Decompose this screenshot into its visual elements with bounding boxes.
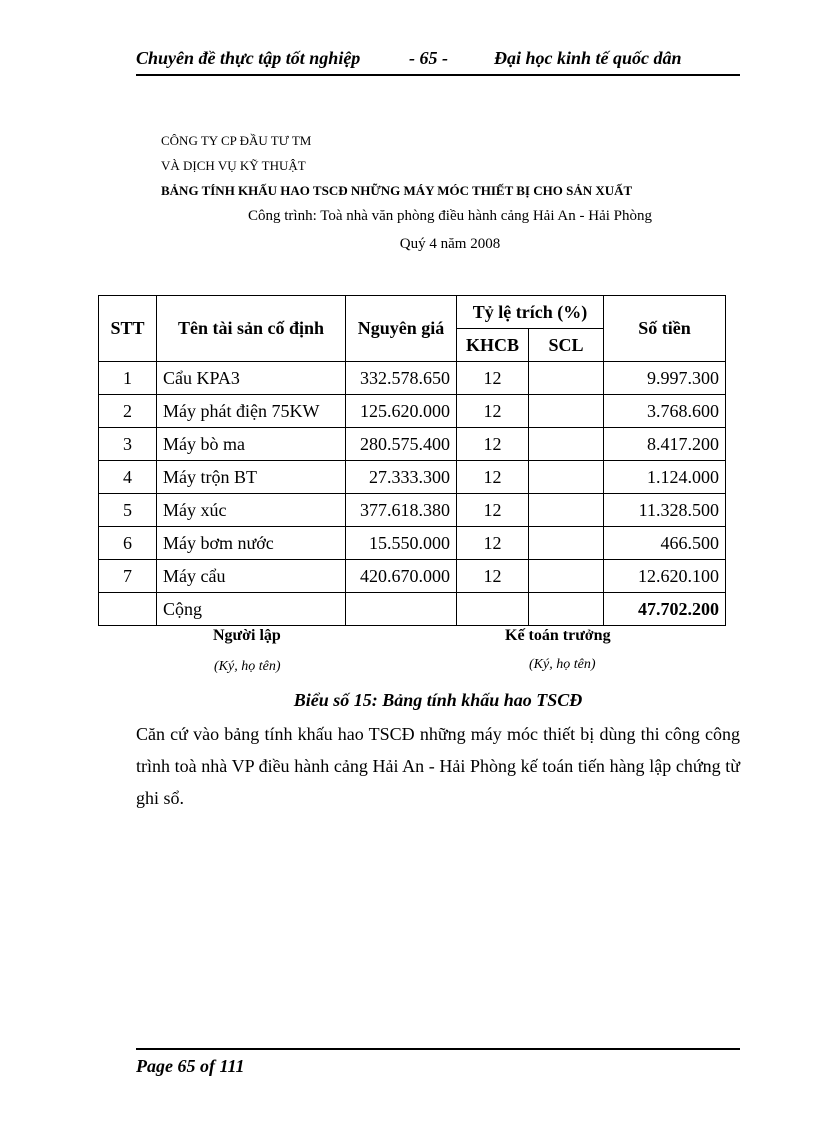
header-page-number: - 65 - — [409, 48, 448, 68]
document-title: BẢNG TÍNH KHẤU HAO TSCĐ NHỮNG MÁY MÓC THIẾT BỊ CHO SẢN XUẤT — [161, 183, 633, 198]
total-row — [99, 593, 726, 626]
cell-stt: 2 — [99, 395, 157, 428]
header-amount: Số tiền — [604, 296, 726, 362]
header-asset-name: Tên tài sản cố định — [157, 296, 346, 362]
cell-amount: 1.124.000 — [604, 461, 726, 494]
cell-stt: 4 — [99, 461, 157, 494]
cell-original-price: 332.578.650 — [346, 362, 457, 395]
page-header — [136, 44, 740, 76]
cell-amount: 8.417.200 — [604, 428, 726, 461]
cell-asset-name: Máy trộn BT — [157, 461, 346, 494]
table-caption: Biểu số 15: Bảng tính khấu hao TSCĐ — [293, 690, 583, 710]
cell-scl-empty — [529, 593, 604, 626]
cell-stt: 1 — [99, 362, 157, 395]
cell-price-empty — [346, 593, 457, 626]
cell-original-price: 27.333.300 — [346, 461, 457, 494]
cell-stt: 3 — [99, 428, 157, 461]
cell-scl — [529, 527, 604, 560]
cell-khcb: 12 — [457, 494, 529, 527]
chief-accountant-label: Kế toán trưởng — [505, 627, 611, 644]
cell-amount: 466.500 — [604, 527, 726, 560]
cell-scl — [529, 362, 604, 395]
cell-khcb: 12 — [457, 362, 529, 395]
header-scl: SCL — [529, 329, 604, 362]
total-label: Cộng — [157, 593, 346, 626]
cell-scl — [529, 428, 604, 461]
cell-stt: 6 — [99, 527, 157, 560]
cell-stt: 7 — [99, 560, 157, 593]
cell-original-price: 15.550.000 — [346, 527, 457, 560]
cell-khcb: 12 — [457, 527, 529, 560]
header-thesis-title: Chuyên đề thực tập tốt nghiệp — [136, 48, 361, 68]
cell-original-price: 280.575.400 — [346, 428, 457, 461]
footer-page-label: Page 65 of 111 — [136, 1056, 245, 1076]
table-row — [99, 494, 726, 527]
table-row — [99, 527, 726, 560]
table-row — [99, 461, 726, 494]
cell-asset-name: Máy phát điện 75KW — [157, 395, 346, 428]
cell-asset-name: Máy bò ma — [157, 428, 346, 461]
cell-stt-empty — [99, 593, 157, 626]
preparer-label: Người lập — [213, 627, 281, 644]
cell-scl — [529, 395, 604, 428]
cell-asset-name: Máy xúc — [157, 494, 346, 527]
body-paragraph: Căn cứ vào bảng tính khấu hao TSCĐ những máy móc thiết bị dùng thi công công trình toà nhà VP điều hành cảng Hải An - Hải Phòng kế toán tiến hàng lập chứng từ ghi sổ. — [136, 724, 740, 808]
cell-asset-name: Máy bơm nước — [157, 527, 346, 560]
cell-khcb-empty — [457, 593, 529, 626]
cell-scl — [529, 494, 604, 527]
header-rate: Tỷ lệ trích (%) — [457, 296, 604, 329]
cell-amount: 11.328.500 — [604, 494, 726, 527]
company-name-line1: CÔNG TY CP ĐẦU TƯ TM — [161, 133, 312, 148]
total-amount: 47.702.200 — [604, 593, 726, 626]
header-university: Đại học kinh tế quốc dân — [494, 48, 682, 68]
table-row — [99, 560, 726, 593]
chief-accountant-sign-note: (Ký, họ tên) — [529, 657, 596, 672]
depreciation-table — [98, 295, 726, 626]
cell-khcb: 12 — [457, 395, 529, 428]
table-row — [99, 362, 726, 395]
project-line: Công trình: Toà nhà văn phòng điều hành cảng Hải An - Hải Phòng — [247, 208, 653, 224]
cell-amount: 12.620.100 — [604, 560, 726, 593]
table-row — [99, 428, 726, 461]
company-name-line2: VÀ DỊCH VỤ KỸ THUẬT — [161, 158, 306, 173]
preparer-sign-note: (Ký, họ tên) — [214, 659, 281, 674]
cell-scl — [529, 560, 604, 593]
cell-khcb: 12 — [457, 560, 529, 593]
period-line: Quý 4 năm 2008 — [399, 236, 501, 252]
table-row — [99, 395, 726, 428]
cell-original-price: 125.620.000 — [346, 395, 457, 428]
cell-asset-name: Máy cẩu — [157, 560, 346, 593]
cell-khcb: 12 — [457, 428, 529, 461]
cell-asset-name: Cẩu KPA3 — [157, 362, 346, 395]
page-footer — [136, 1048, 740, 1077]
cell-original-price: 420.670.000 — [346, 560, 457, 593]
header-stt: STT — [99, 296, 157, 362]
cell-scl — [529, 461, 604, 494]
header-khcb: KHCB — [457, 329, 529, 362]
cell-original-price: 377.618.380 — [346, 494, 457, 527]
cell-amount: 9.997.300 — [604, 362, 726, 395]
header-original-price: Nguyên giá — [346, 296, 457, 362]
cell-khcb: 12 — [457, 461, 529, 494]
cell-amount: 3.768.600 — [604, 395, 726, 428]
cell-stt: 5 — [99, 494, 157, 527]
